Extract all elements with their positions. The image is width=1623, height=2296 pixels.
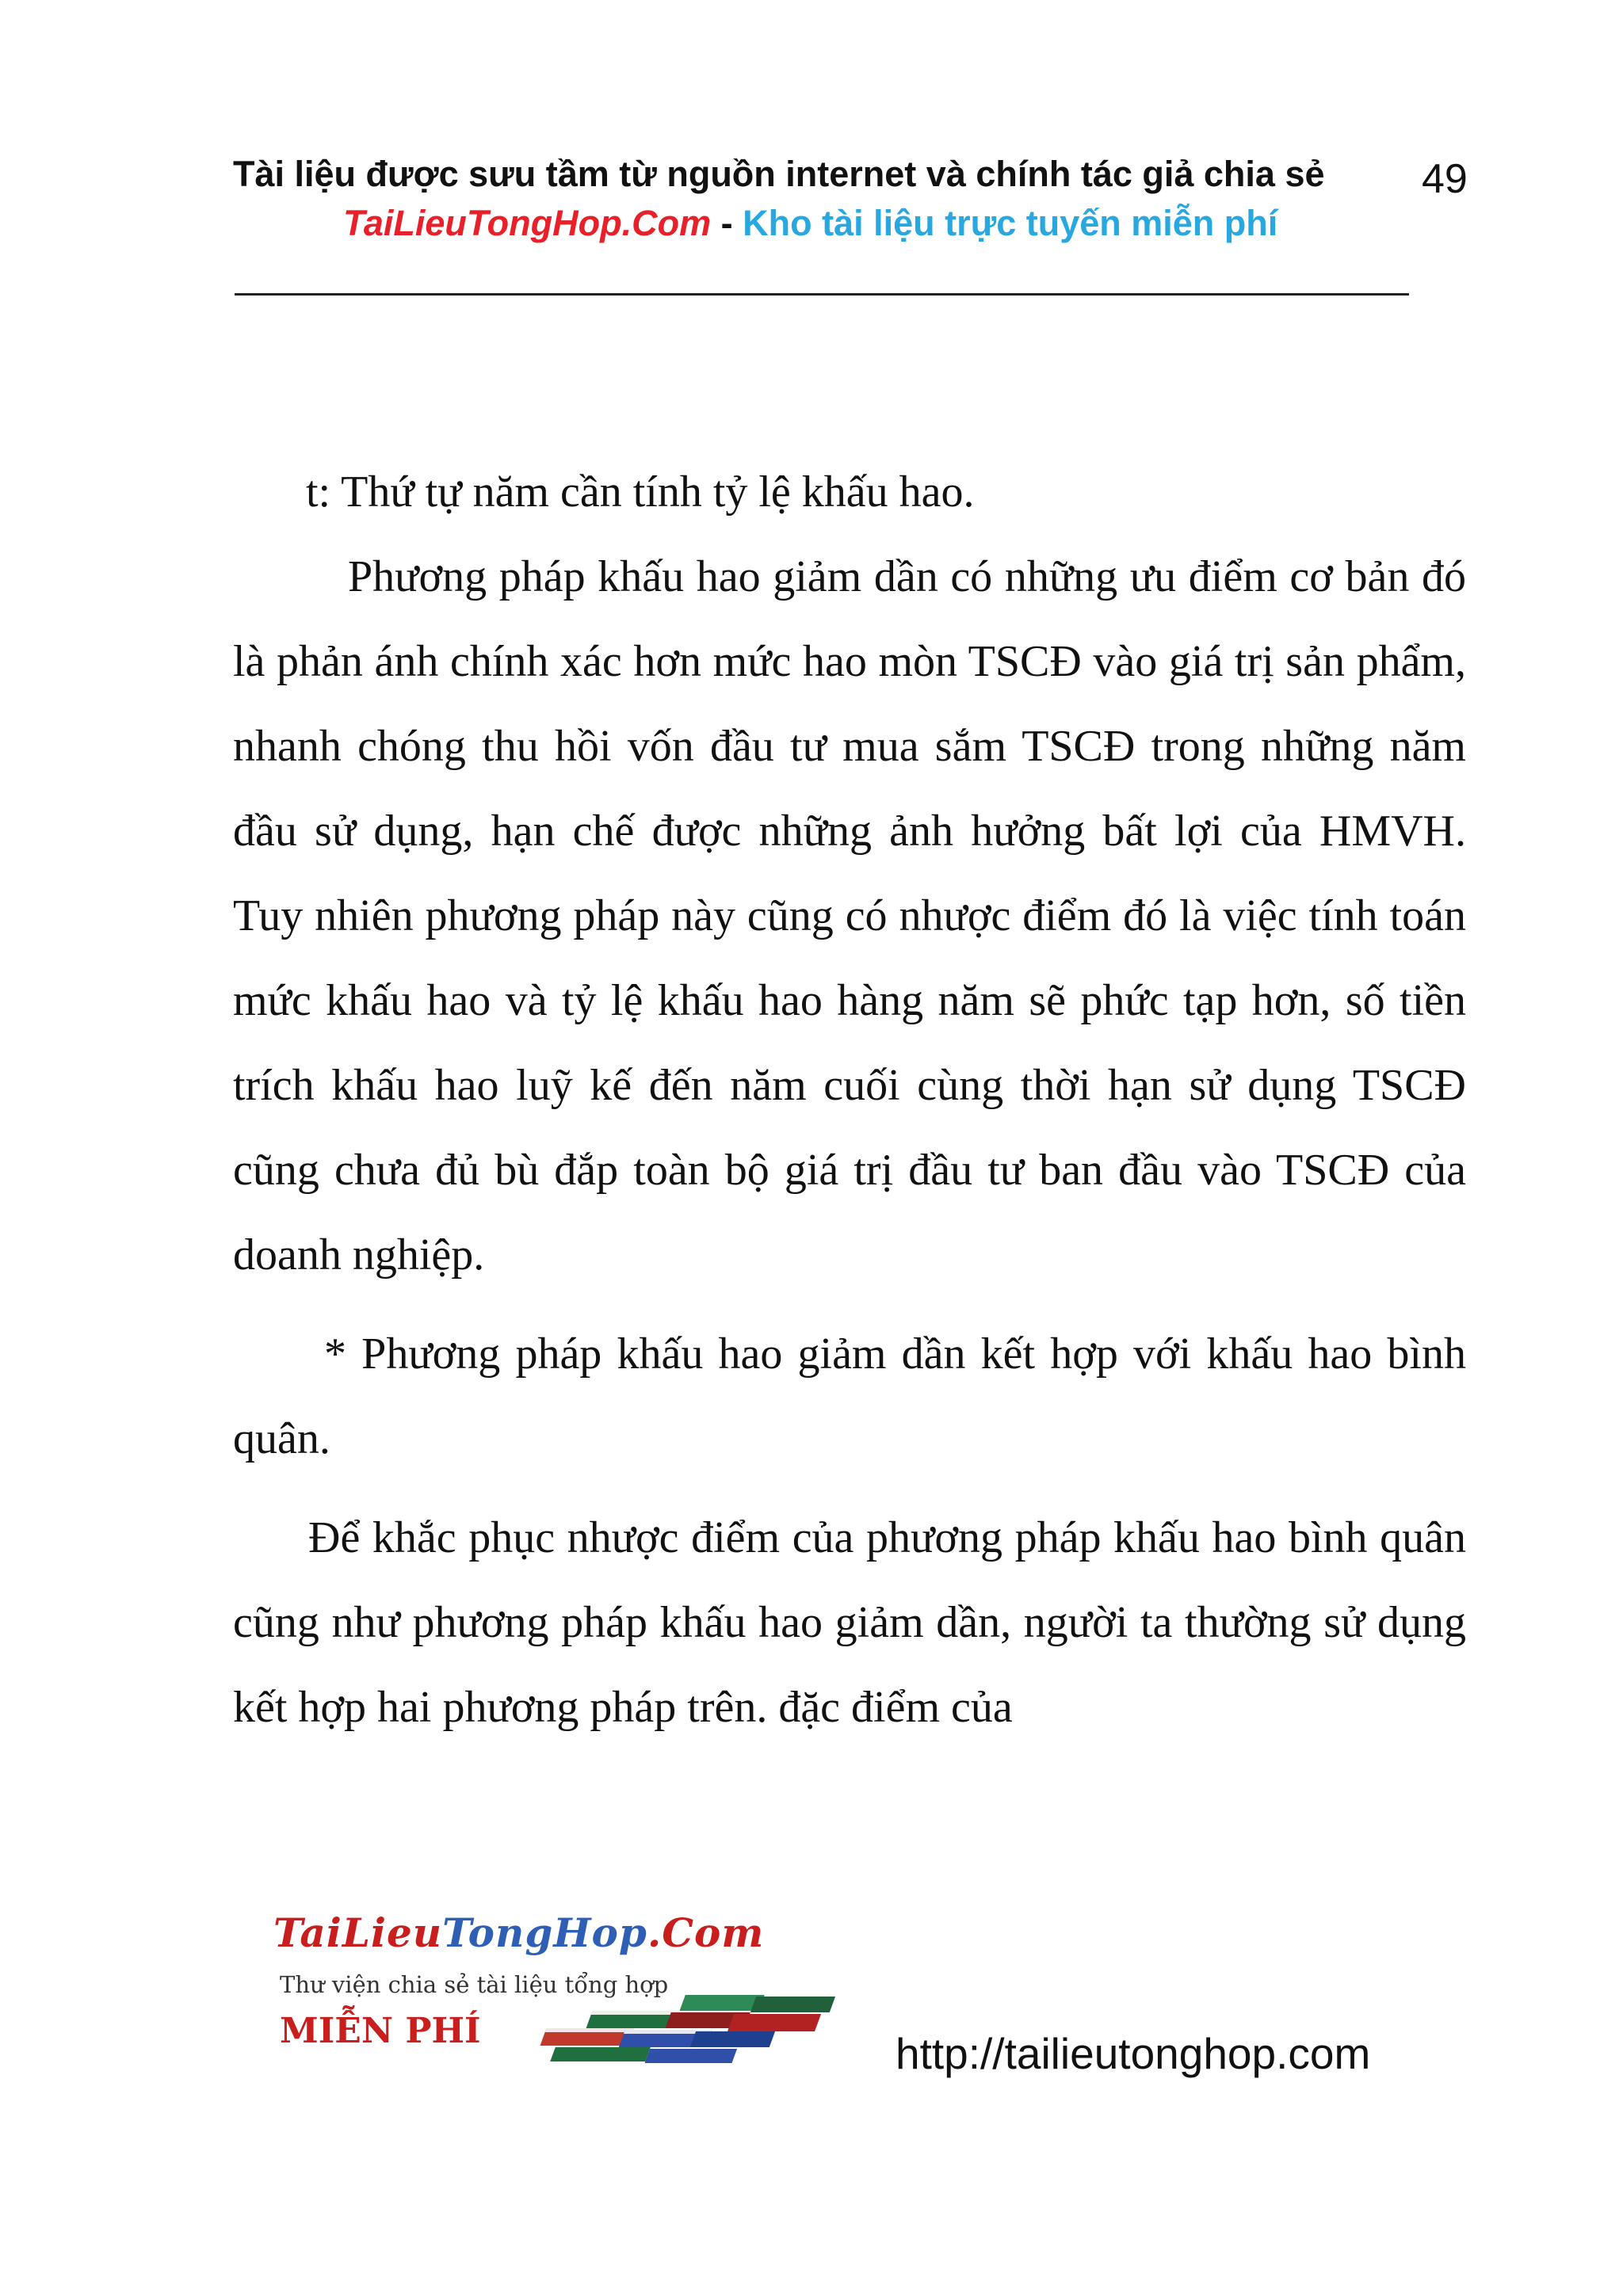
- logo-part-2: TongHop: [442, 1909, 647, 1956]
- site-name: TaiLieuTongHop.Com: [343, 203, 712, 243]
- page-header: [233, 151, 1422, 198]
- books-icon: [511, 1973, 844, 2068]
- header-source-note: Tài liệu được sưu tầm từ nguồn internet và chính tác giả chia sẻ: [233, 154, 1325, 194]
- page-number: 49: [1422, 156, 1468, 202]
- logo-part-3: .Com: [647, 1909, 765, 1956]
- paragraph: * Phương pháp khấu hao giảm dần kết hợp với khấu hao bình quân.: [233, 1329, 1466, 1463]
- logo-free-label: MIỄN PHÍ: [280, 2011, 481, 2051]
- paragraph: t: Thứ tự năm cần tính tỷ lệ khấu hao.: [306, 467, 975, 517]
- logo-caption: Thư viện chia sẻ tài liệu tổng hợp: [280, 1971, 669, 1998]
- header-separator: -: [711, 203, 743, 243]
- logo-part-1: TaiLieu: [273, 1909, 443, 1956]
- paragraph: Phương pháp khấu hao giảm dần có những ưu điểm cơ bản đó là phản ánh chính xác hơn mức hao mòn TSCĐ vào giá trị sản phẩm, nhanh chóng thu hồi vốn đầu tư mua sắm TSCĐ trong những năm đầu sử dụng, hạn chế được những ảnh hưởng bất lợi của HMVH. Tuy nhiên phương pháp này cũng có nhược điểm đó là việc tính toán mức khấu hao và tỷ lệ khấu hao hàng năm sẽ phức tạp hơn, số tiền trích khấu hao luỹ kế đến năm cuối cùng thời hạn sử dụng TSCĐ cũng chưa đủ bù đắp toàn bộ giá trị đầu tư ban đầu vào TSCĐ của doanh nghiệp.: [233, 552, 1466, 1280]
- footer-url-link[interactable]: http://tailieutonghop.com: [896, 2029, 1371, 2078]
- site-logo: [273, 1909, 892, 2068]
- paragraph: Để khắc phục nhược điểm của phương pháp khấu hao bình quân cũng như phương pháp khấu hao giảm dần, người ta thường sử dụng kết hợp hai phương pháp trên. đặc điểm của: [233, 1513, 1466, 1732]
- header-site-line: [343, 201, 1277, 246]
- document-body: [233, 450, 1466, 1750]
- site-tagline: Kho tài liệu trực tuyến miễn phí: [743, 203, 1278, 243]
- logo-wordmark: [273, 1909, 764, 1956]
- header-divider: [235, 293, 1409, 296]
